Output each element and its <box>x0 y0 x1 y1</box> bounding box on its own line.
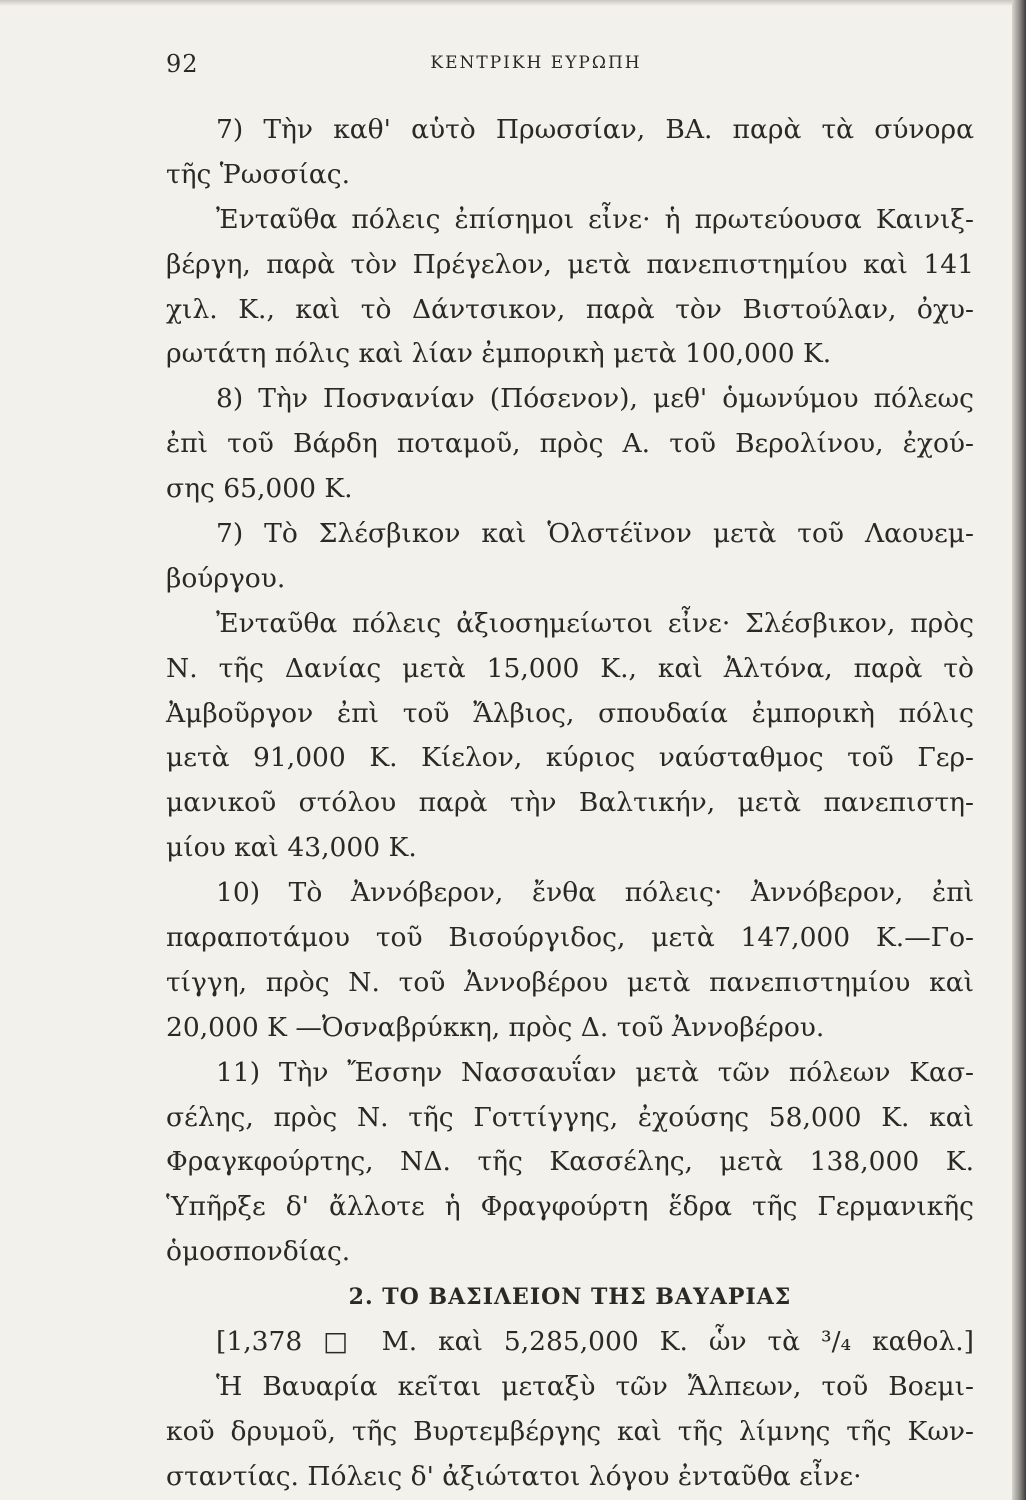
text-line: σέλης, πρὸς Ν. τῆς Γοττίγγης, ἐχούσης 58,000 Κ. καὶ <box>166 1101 974 1133</box>
section-heading: 2. ΤΟ ΒΑΣΙΛΕΙΟΝ ΤΗΣ ΒΑΥΑΡΙΑΣ <box>348 1284 792 1311</box>
text-line: τῆς Ῥωσσίας. <box>166 158 351 190</box>
body-text <box>166 108 974 1500</box>
text-line: χιλ. Κ., καὶ τὸ Δάντσικον, παρὰ τὸν Βιστούλαν, ὀχυ- <box>166 293 974 325</box>
text-line: ὁμοσπονδίας. <box>166 1236 351 1268</box>
text-line: 20,000 Κ —Ὀσναβρύκκη, πρὸς Δ. τοῦ Ἀννοβέρου. <box>166 1011 825 1043</box>
text-line: κοῦ δρυμοῦ, τῆς Βυρτεμβέργης καὶ τῆς λίμνης τῆς Κων- <box>166 1415 974 1447</box>
text-line: Ἀμβοῦργον ἐπὶ τοῦ Ἄλβιος, σπουδαία ἐμπορικὴ πόλις <box>166 697 974 729</box>
page-top-edge <box>0 0 1026 6</box>
text-line: σταντίας. Πόλεις δ' ἀξιώτατοι λόγου ἐνταῦθα εἶνε· <box>166 1460 862 1492</box>
text-line: Ἡ Βαυαρία κεῖται μεταξὺ τῶν Ἄλπεων, τοῦ Βοεμι- <box>216 1370 974 1402</box>
text-line: μετὰ 91,000 Κ. Κίελον, κύριος ναύσταθμος τοῦ Γερ- <box>166 742 974 774</box>
page-header <box>166 50 974 76</box>
text-line: Φραγκφούρτης, ΝΔ. τῆς Κασσέλης, μετὰ 138,000 Κ. <box>166 1146 974 1178</box>
text-line: 8) Τὴν Ποσνανίαν (Πόσενον), μεθ' ὁμωνύμου πόλεως <box>216 383 974 415</box>
text-line: βούργου. <box>166 562 286 594</box>
text-line: 7) Τὸ Σλέσβικον καὶ Ὁλστέϊνον μετὰ τοῦ Λαουεμ- <box>216 518 974 550</box>
text-line: ἐπὶ τοῦ Βάρδη ποταμοῦ, πρὸς Α. τοῦ Βερολίνου, ἐχού- <box>166 428 974 460</box>
page-binding-edge <box>1012 0 1026 1500</box>
text-line: βέργη, παρὰ τὸν Πρέγελον, μετὰ πανεπιστημίου καὶ 141 <box>166 248 974 280</box>
text-line: Ὑπῆρξε δ' ἄλλοτε ἡ Φραγφούρτη ἕδρα τῆς Γερμανικῆς <box>166 1191 974 1223</box>
text-line: Ν. τῆς Δανίας μετὰ 15,000 Κ., καὶ Ἀλτόνα, παρὰ τὸ <box>166 652 974 684</box>
text-line: ρωτάτη πόλις καὶ λίαν ἐμπορικὴ μετὰ 100,000 Κ. <box>166 338 832 370</box>
text-line: Ἐνταῦθα πόλεις ἐπίσημοι εἶνε· ἡ πρωτεύουσα Καινιξ- <box>216 203 974 235</box>
page-number: 92 <box>166 50 199 78</box>
text-line: σης 65,000 Κ. <box>166 473 353 505</box>
text-line: 10) Τὸ Ἀννόβερον, ἔνθα πόλεις· Ἀννόβερον, ἐπὶ <box>216 877 974 909</box>
text-line: τίγγη, πρὸς Ν. τοῦ Ἀννοβέρου μετὰ πανεπιστημίου καὶ <box>166 966 974 998</box>
section-statistics: [1,378 □ Μ. καὶ 5,285,000 Κ. ὧν τὰ ³/₄ καθολ.] <box>216 1326 974 1358</box>
text-line: 11) Τὴν Ἔσσην Νασσαυΐαν μετὰ τῶν πόλεων Κασ- <box>216 1056 974 1088</box>
text-line: παραποτάμου τοῦ Βισούργιδος, μετὰ 147,000 Κ.—Γο- <box>166 922 974 954</box>
running-title: ΚΕΝΤΡΙΚΗ ΕΥΡΩΠΗ <box>430 53 642 73</box>
text-line: μανικοῦ στόλου παρὰ τὴν Βαλτικήν, μετὰ πανεπιστη- <box>166 787 974 819</box>
text-line: Ἐνταῦθα πόλεις ἀξιοσημείωτοι εἶνε· Σλέσβικον, πρὸς <box>216 607 974 639</box>
text-line: μίου καὶ 43,000 Κ. <box>166 832 417 864</box>
text-line: 7) Τὴν καθ' αὑτὸ Πρωσσίαν, ΒΑ. παρὰ τὰ σύνορα <box>216 114 974 145</box>
